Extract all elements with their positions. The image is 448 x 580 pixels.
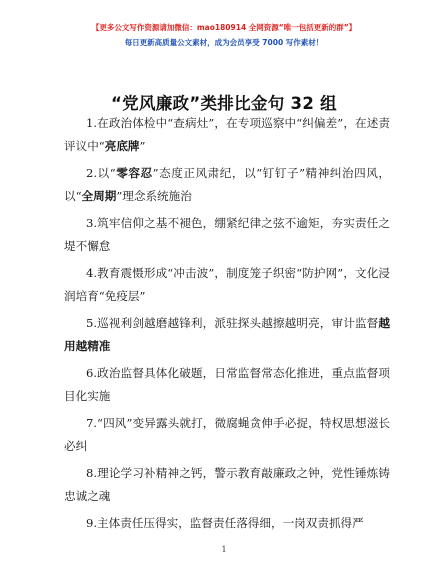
item-2-bold-b: 全周期: [81, 189, 117, 203]
promo-header: [0, 20, 448, 50]
item-5-bold-a: 越用越精准: [64, 316, 390, 353]
item-9-text: 9.主体责任压得实，监督责任落得细，一岗双责抓得严: [86, 516, 364, 530]
item-1-text-a: 1.在政治体检中“查病灶”，在专项巡察中“纠偏差”，在述责评议中“: [64, 116, 390, 153]
list-item-6: [64, 362, 390, 408]
item-5-text-a: 5.巡视利剑越磨越锋利，派驻探头越擦越明亮，审计监督: [86, 316, 379, 330]
item-1-bold-a: 亮底牌: [104, 139, 140, 153]
item-2-bold-a: 零容忍: [115, 166, 153, 180]
list-item-4: [64, 262, 390, 308]
list-item-8: [64, 462, 390, 508]
item-3-text: 3.筑牢信仰之基不褪色，绷紧纪律之弦不逾矩，夯实责任之堤不懈怠: [64, 216, 390, 253]
list-item-9: [64, 512, 390, 535]
item-4-text: 4.教育震慑形成“冲击波”，制度笼子织密“防护网”，文化浸润培育“免疫层”: [64, 266, 390, 303]
list-item-7: [64, 412, 390, 458]
list-item-2: [64, 162, 390, 208]
list-item-1: [64, 112, 390, 158]
item-7-text: 7.“四风”变异露头就打，微腐蝇贪伸手必捉，特权思想滋长必纠: [64, 416, 390, 453]
promo-line-1: 【更多公文写作资源请加微信：mao180914 全网资源“唯一包括更新的群”】: [91, 23, 357, 32]
sentence-list: [64, 112, 390, 539]
document-title: “党风廉政”类排比金句 32 组: [111, 94, 337, 113]
list-item-3: [64, 212, 390, 258]
item-1-text-b: ”: [139, 139, 146, 153]
item-2-text-c: ”理念系统施治: [116, 189, 192, 203]
item-6-text: 6.政治监督具体化破题，日常监督常态化推进，重点监督项目化实施: [64, 366, 390, 403]
page-number: 1: [221, 545, 227, 554]
promo-line-2: 每日更新高质量公文素材，成为会员享受 7000 写作素材！: [124, 38, 324, 47]
item-2-text-b: ”态度正风肃纪，以“钉钉子”精神纠治四风，以“: [64, 166, 390, 203]
item-2-text-a: 2.以“: [86, 166, 116, 180]
list-item-5: [64, 312, 390, 358]
item-8-text: 8.理论学习补精神之钙，警示教育敲廉政之钟，党性锤炼铸忠诚之魂: [64, 466, 390, 503]
